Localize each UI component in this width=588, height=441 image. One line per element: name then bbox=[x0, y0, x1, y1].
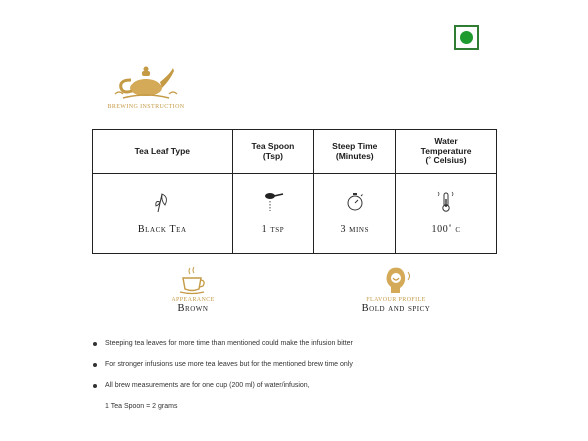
tea-leaf-icon bbox=[153, 191, 171, 213]
tea-cup-icon bbox=[177, 264, 209, 296]
value-tea-spoon: 1 tsp bbox=[261, 223, 285, 235]
cell-steep-time bbox=[314, 174, 396, 254]
timer-icon bbox=[345, 191, 365, 213]
header-water-temperature bbox=[396, 130, 497, 174]
flavour-caption: FLAVOUR PROFILE bbox=[366, 297, 426, 303]
appearance-caption: APPEARANCE bbox=[171, 297, 215, 303]
value-tea-leaf-type: Black Tea bbox=[137, 223, 187, 235]
spoon-icon bbox=[262, 191, 284, 213]
value-water-temperature: 100˚ c bbox=[431, 223, 461, 235]
header-tea-leaf-type: Tea Leaf Type bbox=[93, 130, 233, 174]
measure-note: 1 Tea Spoon = 2 grams bbox=[105, 403, 178, 410]
teapot-icon bbox=[113, 58, 179, 102]
cell-tea-leaf-type bbox=[93, 174, 233, 254]
notes-list bbox=[92, 338, 492, 401]
flavour-face-icon bbox=[379, 264, 413, 296]
appearance-profile bbox=[158, 264, 228, 314]
header-steep-time-label: Steep Time (Minutes) bbox=[332, 140, 378, 161]
brewing-logo bbox=[96, 58, 196, 116]
note-item: Steeping tea leaves for more time than mentioned could make the infusion bitter bbox=[92, 338, 492, 359]
header-tea-spoon bbox=[232, 130, 314, 174]
table-value-row bbox=[93, 174, 497, 254]
header-water-temperature-label: Water Temperature (˚ Celsius) bbox=[420, 135, 472, 166]
thermometer-icon bbox=[435, 191, 457, 213]
note-item: All brew measurements are for one cup (200 ml) of water/infusion, bbox=[92, 380, 492, 401]
value-steep-time: 3 mins bbox=[340, 223, 370, 235]
cell-water-temperature bbox=[396, 174, 497, 254]
flavour-profile bbox=[340, 264, 452, 314]
header-steep-time bbox=[314, 130, 396, 174]
note-item: For stronger infusions use more tea leaves but for the mentioned brew time only bbox=[92, 359, 492, 380]
appearance-value: Brown bbox=[177, 303, 209, 314]
veg-mark-icon bbox=[454, 25, 479, 50]
header-tea-spoon-label: Tea Spoon (Tsp) bbox=[251, 140, 295, 161]
brewing-table bbox=[92, 129, 497, 254]
cell-tea-spoon bbox=[232, 174, 314, 254]
flavour-value: Bold and spicy bbox=[361, 303, 431, 314]
veg-dot bbox=[460, 31, 473, 44]
logo-caption: BREWING INSTRUCTION bbox=[107, 104, 185, 110]
table-header-row bbox=[93, 130, 497, 174]
